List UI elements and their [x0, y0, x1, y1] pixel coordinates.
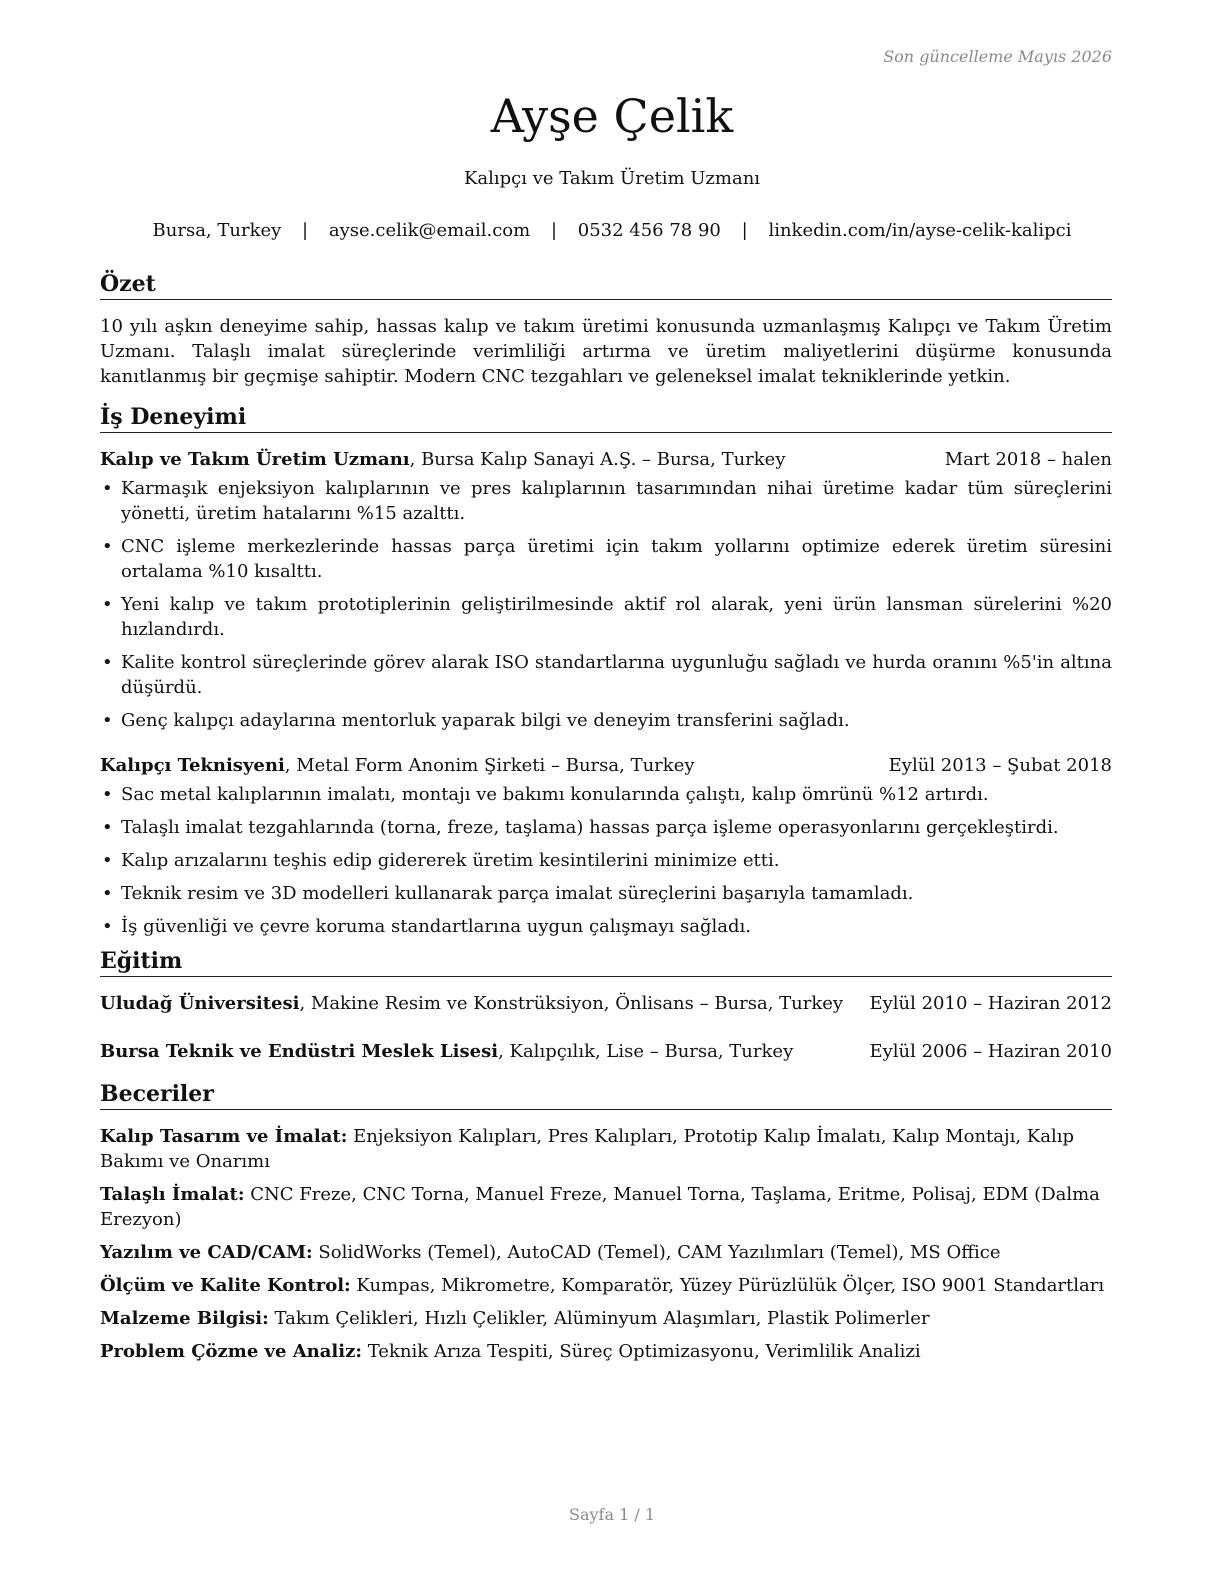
- candidate-role: Kalıpçı ve Takım Üretim Uzmanı: [463, 168, 761, 189]
- skill-text: Enjeksiyon Kalıpları, Pres Kalıpları, Prototip Kalıp İmalatı, Kalıp Montajı, Kalıp Bakımı ve Onarımı: [100, 1126, 1075, 1172]
- contact-location: Bursa, Turkey: [152, 220, 282, 241]
- job-bullet: • Sac metal kalıplarının imalatı, montajı ve bakımı konularında çalıştı, kalıp ömrünü %12 artırdı.: [100, 782, 1112, 807]
- job-company: , Bursa Kalıp Sanayi A.Ş. – Bursa, Turkey: [409, 449, 786, 470]
- job-bullet: • CNC işleme merkezlerinde hassas parça üretimi için takım yollarını optimize ederek üretim süresini ortalama %10 kısalttı.: [100, 534, 1112, 584]
- contact-email[interactable]: ayse.celik@email.com: [328, 220, 531, 241]
- job-bullet: • Karmaşık enjeksiyon kalıplarının ve pres kalıplarının tasarımından nihai üretime kadar tüm süreçlerini yönetti, üretim hatalarını %15 azalttı.: [100, 476, 1112, 526]
- contact-separator: |: [302, 220, 309, 241]
- skill-line: [100, 1240, 1112, 1265]
- job-title-line: [100, 447, 786, 472]
- job-entry: [100, 753, 1112, 939]
- section-title-experience: İş Deneyimi: [100, 403, 1112, 433]
- section-title-education: Eğitim: [100, 947, 1112, 977]
- skill-label: Ölçüm ve Kalite Kontrol:: [100, 1275, 351, 1296]
- education-dates: Eylül 2010 – Haziran 2012: [869, 993, 1112, 1014]
- skill-line: [100, 1273, 1112, 1298]
- job-bullet: • Genç kalıpçı adaylarına mentorluk yaparak bilgi ve deneyim transferini sağladı.: [100, 708, 1112, 733]
- contact-line: [0, 218, 1224, 243]
- last-updated: Son güncelleme Mayıs 2026: [883, 47, 1112, 66]
- skill-text: CNC Freze, CNC Torna, Manuel Freze, Manuel Torna, Taşlama, Eritme, Polisaj, EDM (Dalma Erezyon): [100, 1184, 1100, 1230]
- education-detail: , Kalıpçılık, Lise – Bursa, Turkey: [498, 1041, 794, 1062]
- education-detail: , Makine Resim ve Konstrüksiyon, Önlisans – Bursa, Turkey: [299, 993, 844, 1014]
- job-bullets: [100, 476, 1112, 733]
- skill-line: [100, 1306, 1112, 1331]
- job-bullet: • Talaşlı imalat tezgahlarında (torna, freze, taşlama) hassas parça işleme operasyonlarını gerçekleştirdi.: [100, 815, 1112, 840]
- job-bullet: • İş güvenliği ve çevre koruma standartlarına uygun çalışmayı sağladı.: [100, 914, 1112, 939]
- job-entry: [100, 447, 1112, 733]
- job-company: , Metal Form Anonim Şirketi – Bursa, Turkey: [284, 755, 695, 776]
- education-school: Bursa Teknik ve Endüstri Meslek Lisesi: [100, 1041, 499, 1062]
- skill-label: Talaşlı İmalat:: [100, 1184, 245, 1205]
- contact-phone: 0532 456 78 90: [577, 220, 721, 241]
- candidate-name: Ayşe Çelik: [490, 89, 734, 143]
- education-line: [100, 991, 843, 1016]
- skill-line: [100, 1124, 1112, 1174]
- job-position: Kalıpçı Teknisyeni: [100, 755, 285, 776]
- skill-label: Yazılım ve CAD/CAM:: [100, 1242, 313, 1263]
- contact-linkedin[interactable]: linkedin.com/in/ayse-celik-kalipci: [768, 220, 1072, 241]
- education-entry: [100, 1039, 1112, 1064]
- skill-text: Teknik Arıza Tespiti, Süreç Optimizasyonu, Verimlilik Analizi: [361, 1341, 921, 1362]
- resume-content: [100, 270, 1112, 1372]
- job-bullet: • Kalite kontrol süreçlerinde görev alarak ISO standartlarına uygunluğu sağladı ve hurda oranını %5'in altına düşürdü.: [100, 650, 1112, 700]
- section-title-summary: Özet: [100, 270, 1112, 300]
- job-dates: Eylül 2013 – Şubat 2018: [888, 755, 1112, 776]
- contact-separator: |: [550, 220, 558, 241]
- job-bullet: • Kalıp arızalarını teşhis edip gidererek üretim kesintilerini minimize etti.: [100, 848, 1112, 873]
- job-bullet: • Yeni kalıp ve takım prototiplerinin geliştirilmesinde aktif rol alarak, yeni ürün lansman sürelerini %20 hızlandırdı.: [100, 592, 1112, 642]
- skill-label: Kalıp Tasarım ve İmalat:: [100, 1126, 348, 1147]
- job-title-line: [100, 753, 695, 778]
- skill-line: [100, 1339, 1112, 1364]
- education-dates: Eylül 2006 – Haziran 2010: [869, 1041, 1112, 1062]
- job-header: [100, 447, 1112, 472]
- skill-line: [100, 1182, 1112, 1232]
- skill-text: Kumpas, Mikrometre, Komparatör, Yüzey Pürüzlülük Ölçer, ISO 9001 Standartları: [350, 1275, 1105, 1296]
- skill-label: Malzeme Bilgisi:: [100, 1308, 269, 1329]
- education-entry: [100, 991, 1112, 1016]
- skill-text: Takım Çelikleri, Hızlı Çelikler, Alüminyum Alaşımları, Plastik Polimerler: [268, 1308, 930, 1329]
- job-bullets: [100, 782, 1112, 939]
- job-position: Kalıp ve Takım Üretim Uzmanı: [100, 449, 410, 470]
- job-dates: Mart 2018 – halen: [944, 449, 1112, 470]
- education-line: [100, 1039, 793, 1064]
- page-number: Sayfa 1 / 1: [568, 1505, 655, 1524]
- summary-text: 10 yılı aşkın deneyime sahip, hassas kalıp ve takım üretimi konusunda uzmanlaşmış Kalıpçı ve Takım Üretim Uzmanı. Talaşlı imalat süreçlerinde verimliliği artırma ve üretim maliyetlerini düşürme konusunda kanıtlanmış bir geçmişe sahiptir. Modern CNC tezgahları ve geleneksel imalat tekniklerinde yetkin.: [100, 316, 1112, 387]
- education-school: Uludağ Üniversitesi: [100, 993, 300, 1014]
- section-title-skills: Beceriler: [100, 1080, 1112, 1110]
- skill-text: SolidWorks (Temel), AutoCAD (Temel), CAM Yazılımları (Temel), MS Office: [312, 1242, 1001, 1263]
- job-header: [100, 753, 1112, 778]
- contact-separator: |: [741, 220, 748, 241]
- job-bullet: • Teknik resim ve 3D modelleri kullanarak parça imalat süreçlerini başarıyla tamamladı.: [100, 881, 1112, 906]
- skill-label: Problem Çözme ve Analiz:: [100, 1341, 362, 1362]
